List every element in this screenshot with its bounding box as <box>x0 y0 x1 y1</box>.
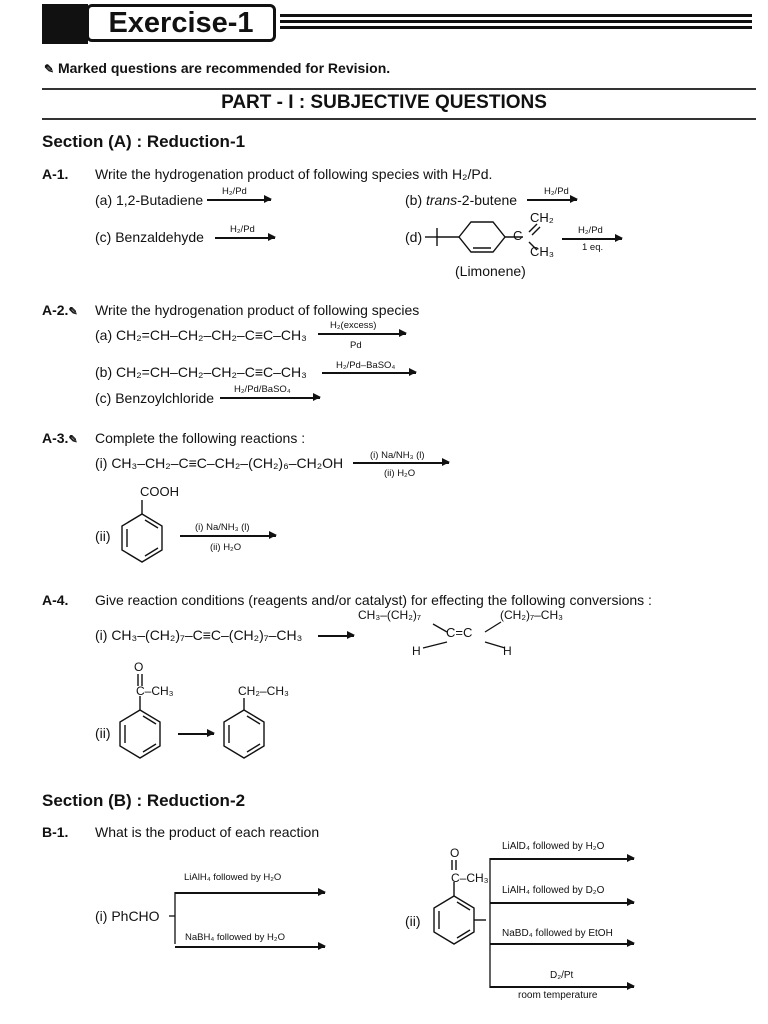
a4-ii: (ii) <box>95 725 111 741</box>
alkene-bonds <box>415 618 515 652</box>
divider-top <box>42 88 756 90</box>
reagent-label: LiAlD₄ followed by H₂O <box>502 841 605 852</box>
reaction-arrow <box>322 372 416 374</box>
reaction-arrow <box>490 943 634 945</box>
reagent-label: (i) Na/NH₃ (l) <box>370 450 425 461</box>
reaction-arrow <box>527 199 577 201</box>
a4-i: (i) CH₃–(CH₂)₇–C≡C–(CH₂)₇–CH₃ <box>95 627 303 643</box>
alkene-cc: C=C <box>446 625 473 640</box>
question-text: What is the product of each reaction <box>95 824 320 840</box>
reaction-arrow <box>318 333 406 335</box>
reagent-label: D₂/Pt <box>550 970 574 981</box>
question-text: Complete the following reactions : <box>95 430 306 446</box>
reaction-arrow <box>175 892 325 894</box>
reagent-label: H₂/Pd <box>230 224 255 235</box>
reagent-label: H₂/Pd/BaSO₄ <box>234 384 291 395</box>
branch-bracket-b <box>480 850 500 1000</box>
reaction-arrow <box>318 635 354 637</box>
reagent-label: LiAlH₄ followed by H₂O <box>184 872 282 883</box>
a2-b: (b) CH₂=CH–CH₂–CH₂–C≡C–CH₃ <box>95 364 307 380</box>
reagent-label: (i) Na/NH₃ (l) <box>195 522 250 533</box>
q-number: B-1. <box>42 824 69 840</box>
alkene-h-left: H <box>412 644 421 658</box>
reagent-label: H₂/Pd <box>544 186 569 197</box>
reagent-label: H₂/Pd <box>578 225 603 236</box>
question-text: Write the hydrogenation product of following species <box>95 302 420 318</box>
section-a-title: Section (A) : Reduction-1 <box>42 132 246 151</box>
carbonyl-o: O <box>450 846 460 860</box>
a2-a: (a) CH₂=CH–CH₂–CH₂–C≡C–CH₃ <box>95 327 307 343</box>
cooh-label: COOH <box>140 484 179 499</box>
exercise-title: Exercise-1 <box>86 4 276 42</box>
section-b-title: Section (B) : Reduction-2 <box>42 791 246 810</box>
limonene-ch3: CH₃ <box>530 244 555 259</box>
reaction-arrow <box>562 238 622 240</box>
question-text: Give reaction conditions (reagents and/or catalyst) for effecting the following conversions : <box>95 592 652 608</box>
reaction-arrow <box>220 397 320 399</box>
reagent-label: H₂/Pd–BaSO₄ <box>336 360 396 371</box>
pencil-icon: ✎ <box>44 62 55 76</box>
q-number: A-2.✎ <box>42 302 78 318</box>
a1-b: (b) trans-2-butene <box>405 192 518 208</box>
revision-note-text: Marked questions are recommended for Revision. <box>57 60 391 76</box>
reagent-condition: (ii) H₂O <box>384 468 416 479</box>
benzoic-acid-ring <box>118 500 168 570</box>
exercise-banner <box>0 0 768 48</box>
b1-ii: (ii) <box>405 913 421 929</box>
reagent-condition: (ii) H₂O <box>210 542 242 553</box>
q-number: A-4. <box>42 592 69 608</box>
revision-note <box>44 60 390 76</box>
acetyl-group: C–CH₃ <box>136 684 174 698</box>
ethyl-group: CH₂–CH₃ <box>238 684 289 698</box>
b1-i: (i) PhCHO <box>95 908 160 924</box>
banner-block <box>42 4 88 44</box>
a1-c: (c) Benzaldehyde <box>95 229 204 245</box>
reagent-condition: 1 eq. <box>582 242 604 253</box>
banner-lines <box>280 14 752 36</box>
reagent-condition: Pd <box>350 340 362 351</box>
alkene-h-right: H <box>503 644 512 658</box>
branch-bracket <box>165 888 185 948</box>
reaction-arrow <box>490 902 634 904</box>
alkene-right-group: (CH₂)₇–CH₃ <box>500 608 563 622</box>
q-number: A-3.✎ <box>42 430 78 446</box>
reagent-label: H₂/Pd <box>222 186 247 197</box>
a3-ii: (ii) <box>95 528 111 544</box>
reaction-arrow <box>178 733 214 735</box>
a1-a: (a) 1,2-Butadiene <box>95 192 204 208</box>
part-title: PART - I : SUBJECTIVE QUESTIONS <box>221 92 547 113</box>
reaction-arrow <box>215 237 275 239</box>
question-text: Write the hydrogenation product of following species with H₂/Pd. <box>95 166 493 182</box>
limonene-c: C <box>513 228 523 243</box>
reagent-label: NaBH₄ followed by H₂O <box>185 932 285 943</box>
reagent-condition: room temperature <box>518 990 598 1001</box>
reagent-label: H₂(excess) <box>330 320 377 331</box>
a1-d: (d) <box>405 229 423 245</box>
reaction-arrow <box>175 946 325 948</box>
carbonyl-o: O <box>134 660 144 674</box>
divider-bottom <box>42 118 756 120</box>
reaction-arrow <box>180 535 276 537</box>
acetyl-group: C–CH₃ <box>451 871 489 885</box>
acetophenone-ring <box>118 672 168 772</box>
reaction-arrow <box>207 199 271 201</box>
reagent-label: LiAlH₄ followed by D₂O <box>502 885 605 896</box>
limonene-label: (Limonene) <box>455 263 526 279</box>
a2-c: (c) Benzoylchloride <box>95 390 215 406</box>
ethylbenzene-ring <box>222 698 272 768</box>
alkene-left-group: CH₃–(CH₂)₇ <box>358 608 421 622</box>
q-number: A-1. <box>42 166 69 182</box>
reaction-arrow <box>490 986 634 988</box>
a3-i: (i) CH₃–CH₂–C≡C–CH₂–(CH₂)₆–CH₂OH <box>95 455 344 471</box>
reaction-arrow <box>490 858 634 860</box>
pencil-icon: ✎ <box>68 306 78 318</box>
reaction-arrow <box>353 462 449 464</box>
pencil-icon: ✎ <box>68 434 78 446</box>
reagent-label: NaBD₄ followed by EtOH <box>502 928 613 939</box>
limonene-ch2: CH₂ <box>530 210 554 225</box>
